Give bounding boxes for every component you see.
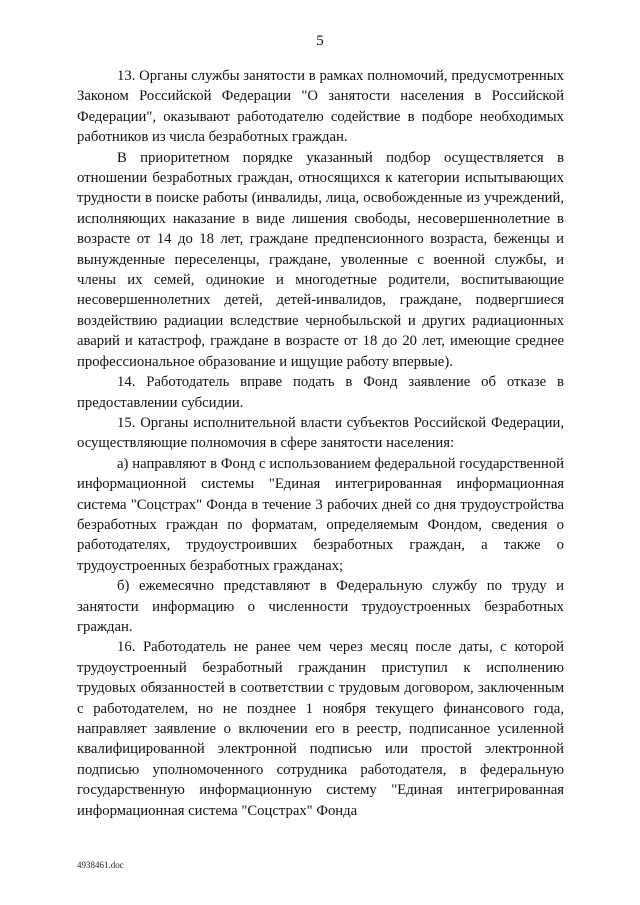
paragraph-16: 16. Работодатель не ранее чем через месяц после даты, с которой трудоустроенный безработный гражданин приступил к исполнению трудовых обязанностей в соответствии с трудовым договором, заключенным с работодателем, но не позднее 1 ноября текущего финансового года, направляет заявление о включении его в реестр, подписанное усиленной квалифицированной электронной подписью или простой электронной подписью уполномоченного сотрудника работодателя, в федеральную государственную информационную систему "Единая интегрированная информационная система "Соцстрах" Фонда	[77, 639, 564, 819]
footer-filename: 4938461.doc	[77, 860, 124, 870]
paragraph-15-b: б) ежемесячно представляют в Федеральную службу по труду и занятости информацию о численности трудоустроенных безработных граждан.	[77, 578, 564, 635]
paragraph-15-a: а) направляют в Фонд с использованием федеральной государственной информационной системы "Единая интегрированная информационная система "Соцстрах" Фонда в течение 3 рабочих дней со дня трудоустройства безработных граждан по форматам, определяемым Фондом, сведения о работодателях, трудоустроивших безработных граждан, а также о трудоустроенных безработных гражданах;	[77, 455, 564, 574]
paragraph-13: 13. Органы службы занятости в рамках полномочий, предусмотренных Законом Российской Федерации "О занятости населения в Российской Федерации", оказывают работодателю содействие в подборе необходимых работников из числа безработных граждан.	[77, 68, 564, 146]
page-number: 5	[316, 33, 324, 49]
document-body	[77, 66, 564, 821]
paragraph-priority-selection: В приоритетном порядке указанный подбор осуществляется в отношении безработных граждан, относящихся к категории испытывающих трудности в поиске работы (инвалиды, лица, освобожденные из учреждений, исполняющих наказание в виде лишения свободы, несовершеннолетние в возрасте от 14 до 18 лет, граждане предпенсионного возраста, беженцы и вынужденные переселенцы, граждане, уволенные с военной службы, и члены их семей, одинокие и многодетные родители, воспитывающие несовершеннолетних детей, детей-инвалидов, граждане, подвергшиеся воздействию радиации вследствие чернобыльской и других радиационных аварий и катастроф, граждане в возрасте от 18 до 20 лет, имеющие среднее профессиональное образование и ищущие работу впервые).	[77, 149, 564, 370]
paragraph-14: 14. Работодатель вправе подать в Фонд заявление об отказе в предоставлении субсидии.	[77, 374, 564, 411]
paragraph-15: 15. Органы исполнительной власти субъектов Российской Федерации, осуществляющие полномочия в сфере занятости населения:	[77, 414, 564, 452]
